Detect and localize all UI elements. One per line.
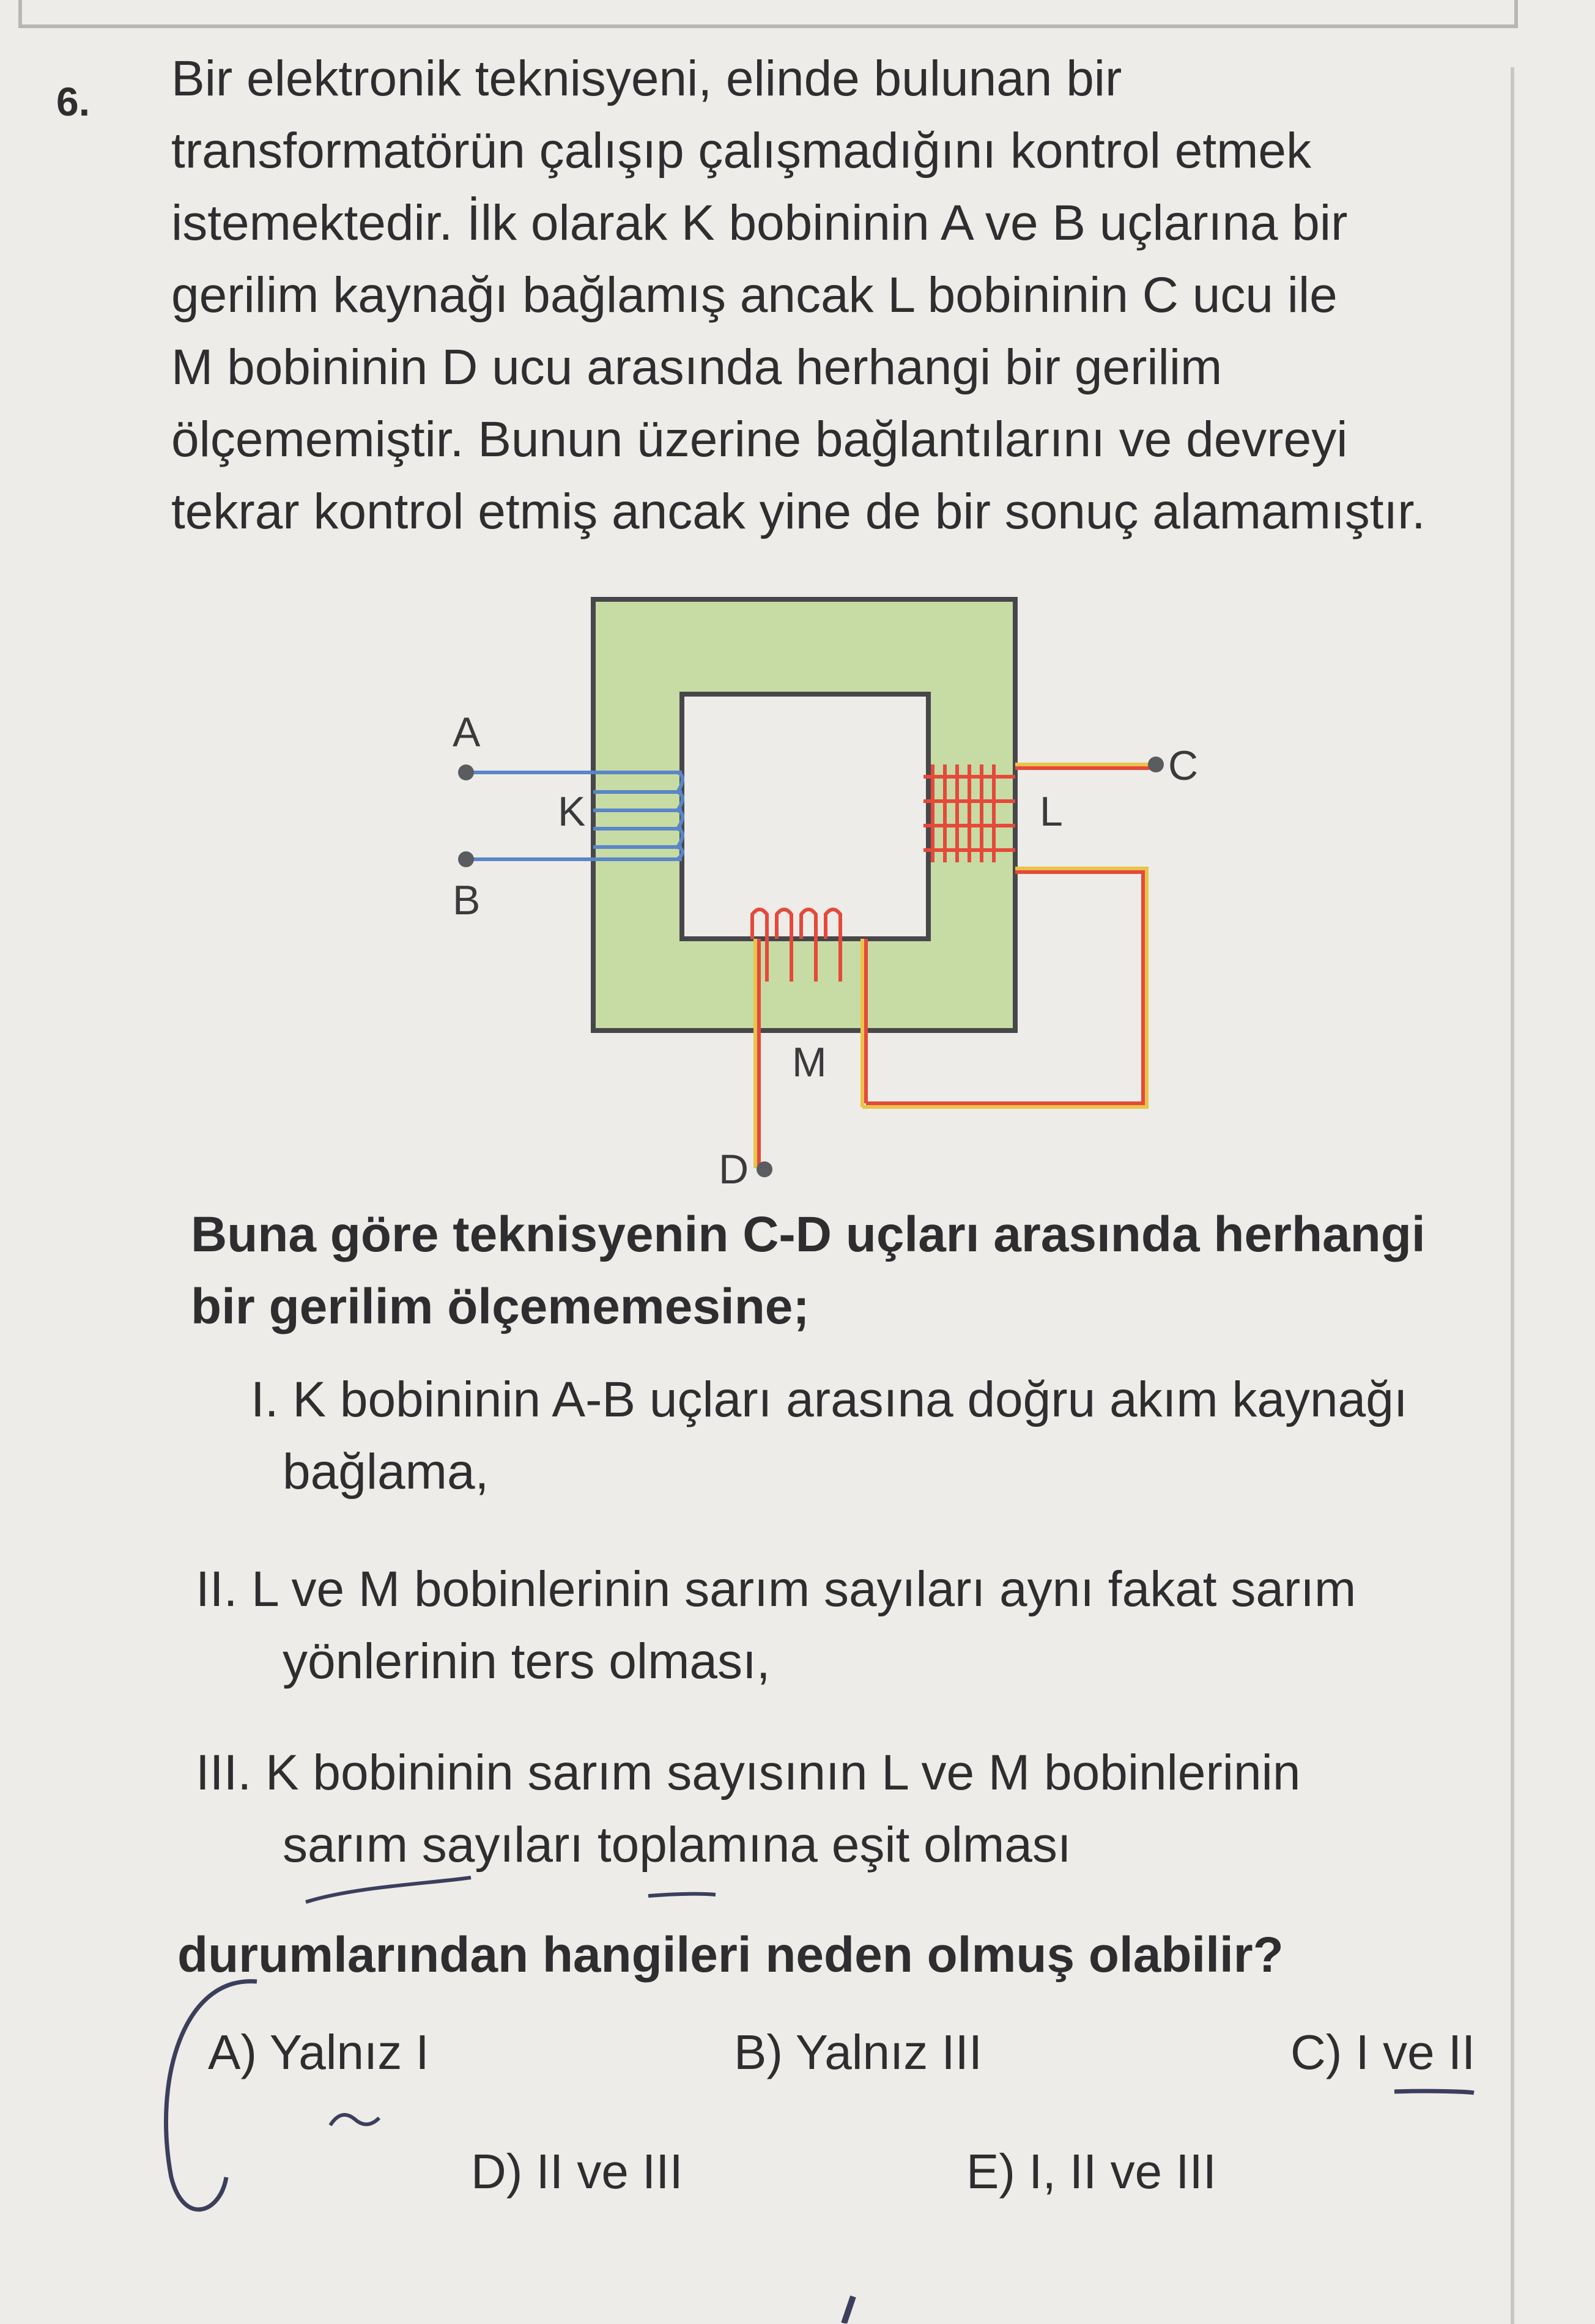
- pen-underline-mark: [1394, 2091, 1474, 2093]
- stem-line: gerilim kaynağı bağlamış ancak L bobininin C ucu ile: [171, 267, 1338, 323]
- statement-number: III.: [196, 1745, 252, 1800]
- statement-1: [251, 1364, 1408, 1508]
- question-number: 6.: [56, 79, 91, 124]
- question-line: Buna göre teknisyenin C-D uçları arasında herhangi: [191, 1207, 1426, 1262]
- right-border: [1511, 67, 1514, 2324]
- statement-text: K bobininin A-B uçları arasına doğru akım kaynağı: [292, 1372, 1408, 1427]
- top-border: [18, 0, 1518, 28]
- choice-letter: C): [1290, 2025, 1342, 2079]
- statement-number: II.: [196, 1561, 238, 1617]
- choice-letter: B): [734, 2025, 783, 2079]
- choice-letter: E): [966, 2144, 1015, 2199]
- statement-text: yönlerinin ters olması,: [283, 1634, 771, 1689]
- terminal-a-dot: [458, 764, 474, 780]
- stem-line: ölçememiştir. Bunun üzerine bağlantılarını ve devreyi: [171, 412, 1348, 467]
- choice-letter: A): [208, 2025, 257, 2079]
- terminal-c-dot: [1148, 757, 1164, 772]
- terminal-b-dot: [458, 851, 474, 867]
- statement-text: bağlama,: [283, 1444, 489, 1500]
- pen-underline-mark: [648, 1894, 716, 1896]
- pen-circle-mark: [166, 1982, 257, 2210]
- stem-line: transformatörün çalışıp çalışmadığını kontrol etmek: [171, 123, 1312, 179]
- statement-number: I.: [251, 1372, 279, 1427]
- label-d: D: [719, 1146, 749, 1193]
- statement-text: K bobininin sarım sayısının L ve M bobinlerinin: [265, 1745, 1301, 1800]
- choice-text: I ve II: [1355, 2025, 1476, 2079]
- choice-text: I, II ve III: [1029, 2144, 1216, 2199]
- choice-text: Yalnız I: [269, 2025, 429, 2079]
- choice-b[interactable]: [734, 2024, 982, 2081]
- question-prompt: durumlarından hangileri neden olmuş olabilir?: [177, 1927, 1284, 1983]
- pen-tick-mark: [330, 2115, 379, 2125]
- choice-c[interactable]: [1290, 2024, 1475, 2081]
- statement-3: [196, 1737, 1300, 1881]
- choice-text: II ve III: [536, 2144, 683, 2199]
- stem-line: Bir elektronik teknisyeni, elinde bulunan bir: [171, 51, 1122, 106]
- stem-line: M bobininin D ucu arasında herhangi bir gerilim: [171, 339, 1223, 395]
- label-c: C: [1168, 742, 1199, 789]
- statement-text: sarım sayıları toplamına eşit olması: [283, 1817, 1071, 1873]
- label-a: A: [453, 709, 481, 755]
- choice-e[interactable]: [966, 2144, 1216, 2200]
- question-line: bir gerilim ölçememesine;: [191, 1279, 810, 1334]
- choice-a[interactable]: [208, 2024, 429, 2081]
- terminal-d-dot: [757, 1161, 772, 1177]
- label-k: K: [558, 788, 586, 835]
- statement-2: [196, 1553, 1356, 1698]
- choice-letter: D): [471, 2144, 523, 2199]
- transformer-core: [593, 599, 1015, 1031]
- stem-line: istemektedir. İlk olarak K bobininin A ve B uçlarına bir: [171, 195, 1348, 251]
- question-stem: [171, 43, 1492, 548]
- pen-underline-mark: [306, 1878, 471, 1902]
- choice-text: Yalnız III: [795, 2025, 983, 2079]
- statement-text: L ve M bobinlerinin sarım sayıları aynı fakat sarım: [251, 1561, 1356, 1617]
- question-text: [191, 1199, 1426, 1343]
- choice-d[interactable]: [471, 2144, 683, 2200]
- label-l: L: [1040, 788, 1063, 835]
- label-b: B: [453, 877, 481, 923]
- pen-stroke-mark: [844, 2296, 853, 2323]
- stem-line: tekrar kontrol etmiş ancak yine de bir sonuç alamamıştır.: [171, 484, 1426, 539]
- label-m: M: [792, 1039, 827, 1086]
- transformer-diagram: [398, 569, 1266, 1193]
